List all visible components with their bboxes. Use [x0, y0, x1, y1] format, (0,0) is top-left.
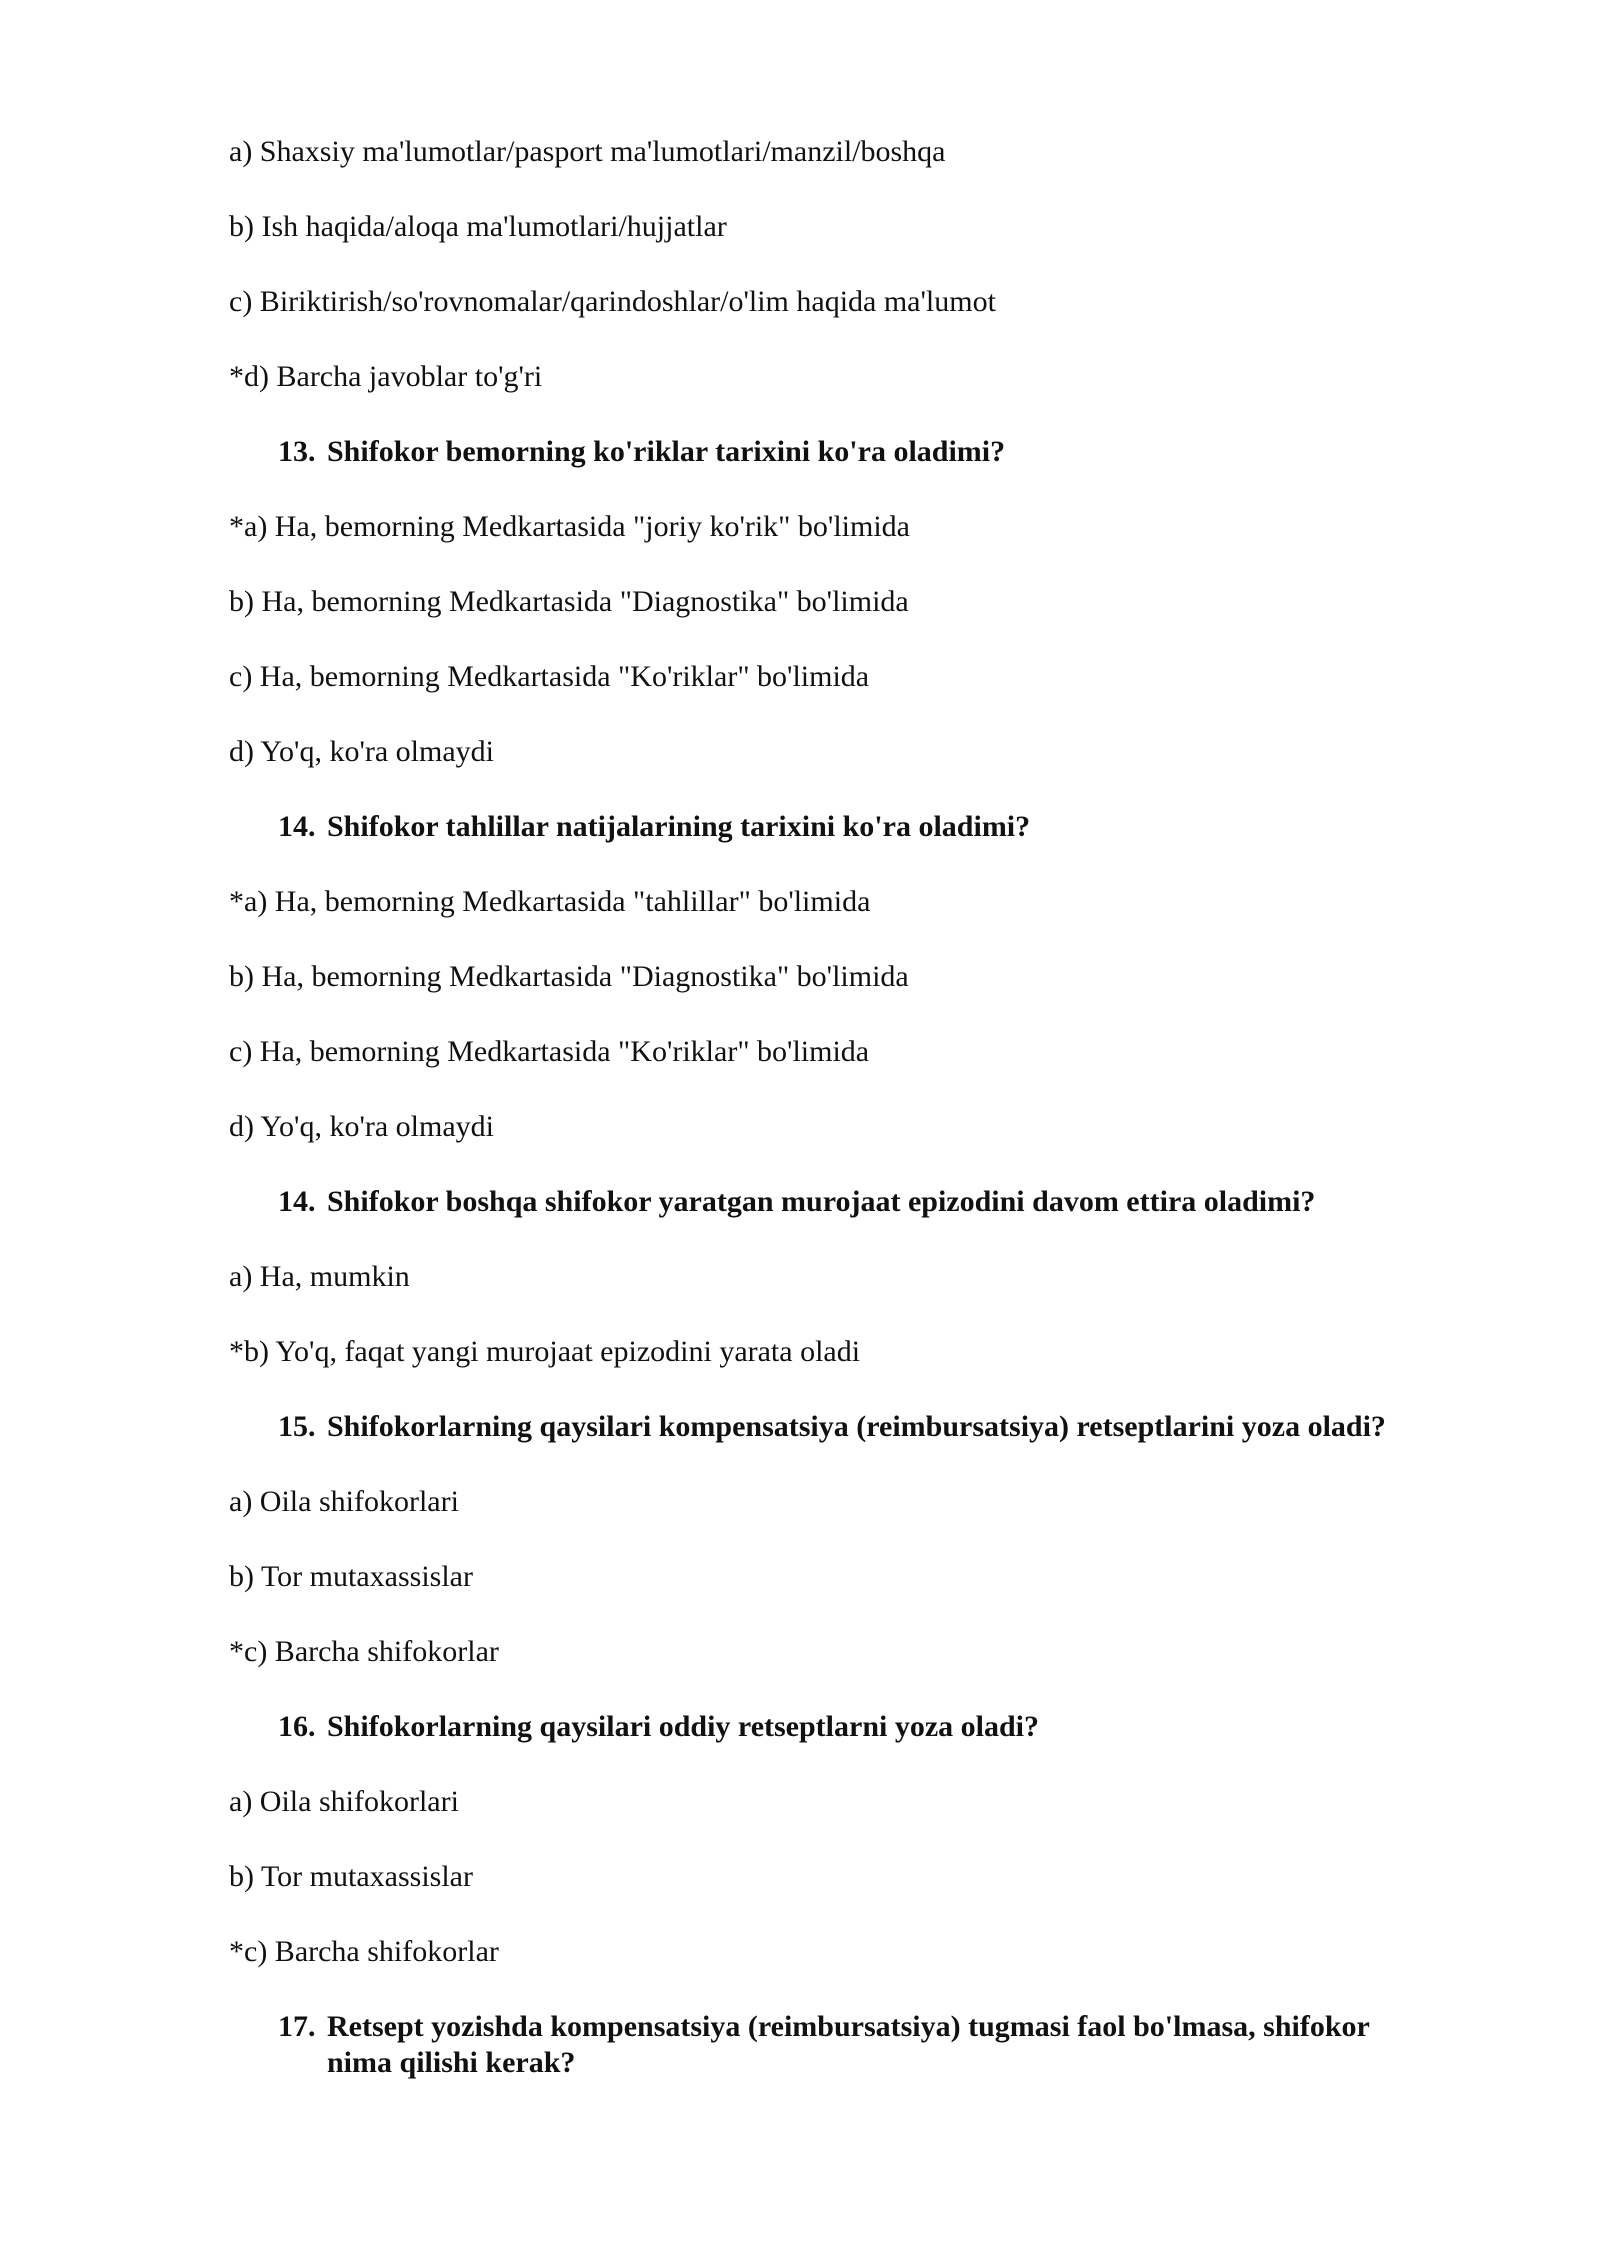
- answer-option: *a) Ha, bemorning Medkartasida "tahlillar" bo'limida: [229, 885, 871, 918]
- question-text: Shifokor bemorning ko'riklar tarixini ko'ra oladimi?: [327, 435, 1006, 468]
- question-number: 14.: [278, 810, 316, 843]
- answer-option: c) Ha, bemorning Medkartasida "Ko'riklar" bo'limida: [229, 660, 870, 693]
- answer-option: d) Yo'q, ko'ra olmaydi: [229, 1110, 494, 1143]
- answer-option: *c) Barcha shifokorlar: [229, 1935, 499, 1968]
- question-text: Shifokor tahlillar natijalarining tarixini ko'ra oladimi?: [327, 810, 1031, 843]
- question-heading: [278, 2009, 1370, 2045]
- answer-option: b) Tor mutaxassislar: [229, 1860, 473, 1893]
- question-number: 17.: [278, 2010, 316, 2043]
- question-number: 15.: [278, 1410, 316, 1443]
- answer-option: b) Ha, bemorning Medkartasida "Diagnostika" bo'limida: [229, 960, 909, 993]
- answer-option: *d) Barcha javoblar to'g'ri: [229, 360, 543, 393]
- answer-option: b) Ish haqida/aloqa ma'lumotlari/hujjatlar: [229, 210, 727, 243]
- answer-option: a) Shaxsiy ma'lumotlar/pasport ma'lumotlari/manzil/boshqa: [229, 135, 946, 168]
- answer-option: a) Oila shifokorlari: [229, 1485, 459, 1518]
- answer-option: a) Ha, mumkin: [229, 1260, 410, 1293]
- answer-option: c) Biriktirish/so'rovnomalar/qarindoshlar/o'lim haqida ma'lumot: [229, 285, 996, 318]
- question-number: 16.: [278, 1710, 316, 1743]
- answer-option: *a) Ha, bemorning Medkartasida "joriy ko'rik" bo'limida: [229, 510, 910, 543]
- question-heading: [278, 1184, 1315, 1220]
- question-number: 13.: [278, 435, 316, 468]
- answer-option: *c) Barcha shifokorlar: [229, 1635, 499, 1668]
- question-text: Shifokorlarning qaysilari oddiy retseptlarni yoza oladi?: [327, 1710, 1040, 1743]
- question-heading: [278, 1409, 1386, 1445]
- answer-option: *b) Yo'q, faqat yangi murojaat epizodini yarata oladi: [229, 1335, 861, 1368]
- question-heading: [278, 1709, 1039, 1745]
- question-text-continuation: nima qilishi kerak?: [327, 2046, 576, 2079]
- answer-option: a) Oila shifokorlari: [229, 1785, 459, 1818]
- answer-option: d) Yo'q, ko'ra olmaydi: [229, 735, 494, 768]
- question-heading: [278, 809, 1030, 845]
- question-heading: [278, 434, 1005, 470]
- answer-option: b) Tor mutaxassislar: [229, 1560, 473, 1593]
- answer-option: c) Ha, bemorning Medkartasida "Ko'riklar" bo'limida: [229, 1035, 870, 1068]
- question-text: Retsept yozishda kompensatsiya (reimbursatsiya) tugmasi faol bo'lmasa, shifokor: [327, 2010, 1370, 2043]
- question-text: Shifokorlarning qaysilari kompensatsiya (reimbursatsiya) retseptlarini yoza oladi?: [327, 1410, 1386, 1443]
- question-text: Shifokor boshqa shifokor yaratgan murojaat epizodini davom ettira oladimi?: [327, 1185, 1316, 1218]
- answer-option: b) Ha, bemorning Medkartasida "Diagnostika" bo'limida: [229, 585, 909, 618]
- question-number: 14.: [278, 1185, 316, 1218]
